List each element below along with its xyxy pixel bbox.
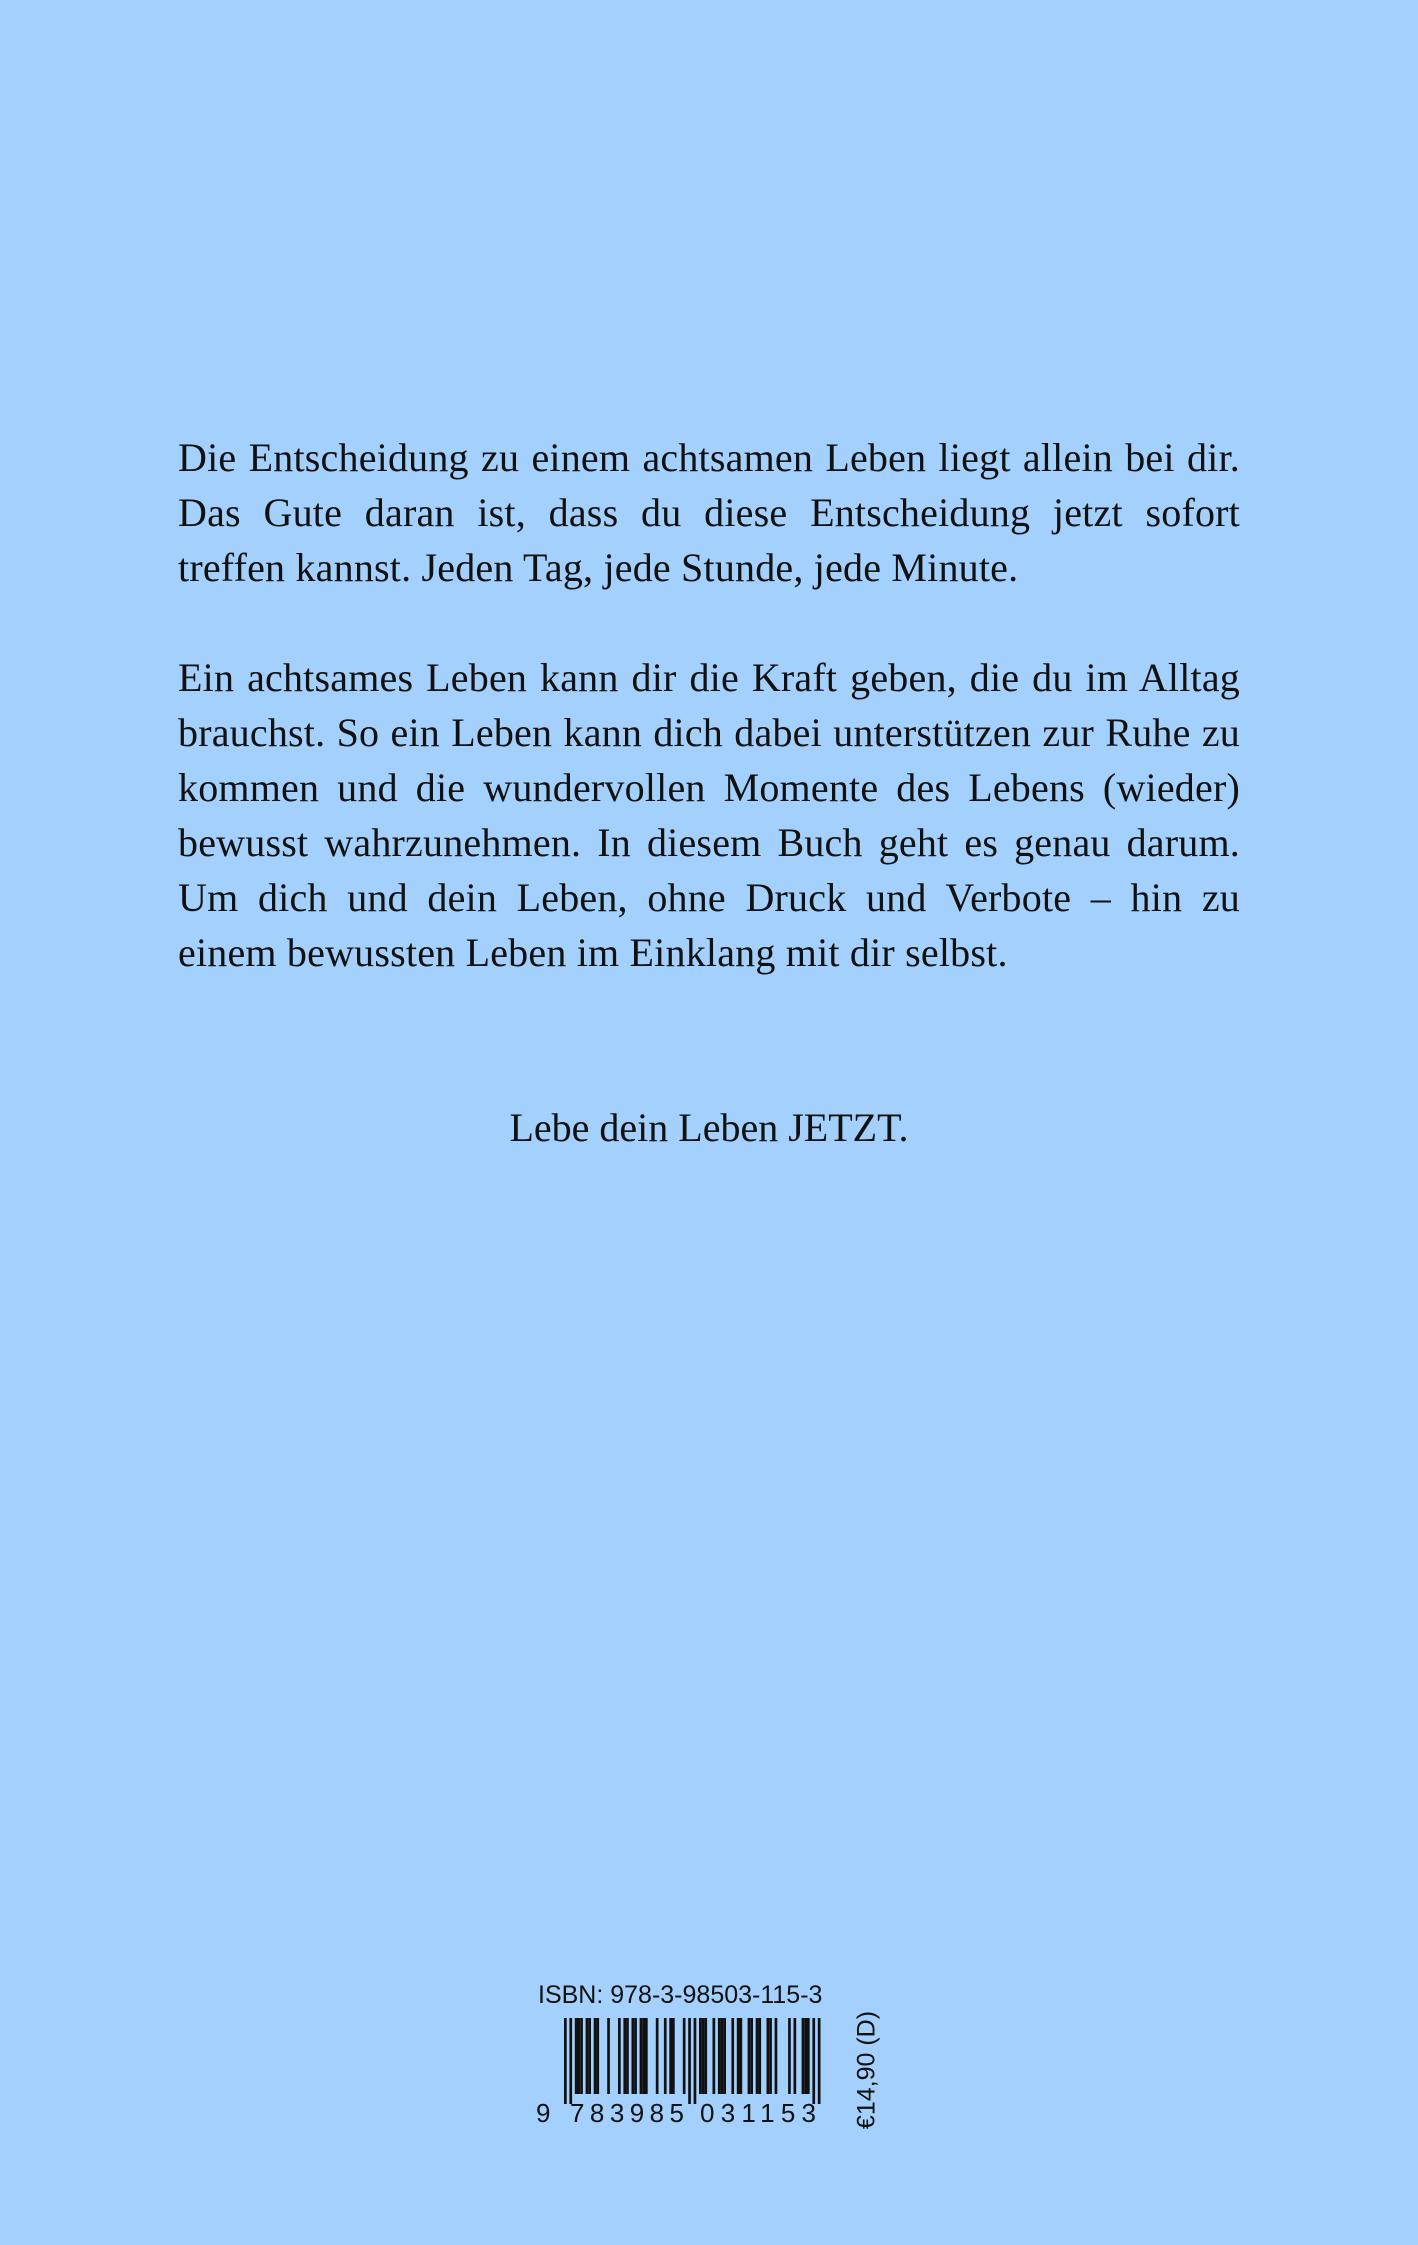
barcode-bar (775, 2018, 778, 2094)
barcode-bar (721, 2018, 724, 2094)
barcode-bar (596, 2018, 599, 2094)
barcode-bar (731, 2018, 734, 2094)
barcode-bar (699, 2018, 702, 2094)
barcode-bar (575, 2018, 578, 2094)
motto: Lebe dein Leben JETZT. (509, 1105, 909, 1150)
barcode-bar (794, 2018, 797, 2094)
barcode-bar (702, 2018, 705, 2094)
barcode-bar (750, 2018, 753, 2094)
barcode-bar (769, 2018, 772, 2094)
barcode-digit-first: 9 (536, 2098, 551, 2128)
barcode-bar (756, 2018, 759, 2094)
price-label (850, 2010, 884, 2130)
barcode-bar (564, 2018, 567, 2104)
barcode-bar (788, 2018, 791, 2094)
barcode-bar (748, 2018, 751, 2094)
barcode-digits-left: 783985 (570, 2098, 684, 2128)
barcode-bar (704, 2018, 707, 2094)
barcode-bar (807, 2018, 810, 2094)
barcode-bar (683, 2018, 686, 2094)
barcode-bar (618, 2018, 621, 2094)
barcode-bar (723, 2018, 726, 2094)
barcode-bar (645, 2018, 648, 2094)
blurb-paragraph-1: Die Entscheidung zu einem achtsamen Leben liegt allein bei dir. Das Gute daran ist, dass du diese Entscheidung jetzt sofort treffen kannst. Jeden Tag, jede Stunde, jede Minute. (178, 435, 1240, 590)
barcode-bar (642, 2018, 645, 2094)
barcode-bar (767, 2018, 770, 2094)
barcode-bar (740, 2018, 743, 2094)
price-text: €14,90 (D) (852, 2010, 881, 2130)
barcode-bar (632, 2018, 635, 2094)
barcode-bar (626, 2018, 629, 2094)
blurb-paragraph-2: Ein achtsames Leben kann dir die Kraft geben, die du im Alltag brauchst. So ein Leben kann dich dabei unterstützen zur Ruhe zu kommen und die wundervollen Momente des Lebens (wieder) bewusst wahrzunehmen. In diesem Buch geht es genau darum. Um dich und dein Leben, ohne Druck und Verbote – hin zu einem bewussten Leben im Einklang mit dir selbst. (178, 655, 1240, 975)
barcode-bar (580, 2018, 583, 2094)
barcode-bar (586, 2018, 589, 2094)
isbn-label: ISBN: 978-3-98503-115-3 (538, 1981, 823, 2009)
barcode-bar (594, 2018, 597, 2094)
barcode-bar (569, 2018, 572, 2104)
barcode-digits-right: 031153 (700, 2098, 816, 2128)
barcode-bar (588, 2018, 591, 2094)
barcode-bar (718, 2018, 721, 2094)
barcode-bar (672, 2018, 675, 2094)
barcode-bar (713, 2018, 716, 2094)
barcode-bar (812, 2018, 815, 2104)
barcode-bar (818, 2018, 821, 2104)
barcode-bar (640, 2018, 643, 2094)
barcode-bar (688, 2018, 691, 2104)
barcode-bar (737, 2018, 740, 2094)
barcode-bar (802, 2018, 805, 2094)
barcode-bar (804, 2018, 807, 2094)
barcode-bar (634, 2018, 637, 2094)
barcode-bar (607, 2018, 610, 2094)
barcode-bar (694, 2018, 697, 2104)
barcode (534, 2018, 854, 2128)
barcode-bar (669, 2018, 672, 2094)
barcode-bar (758, 2018, 761, 2094)
barcode-bar (656, 2018, 659, 2094)
blurb-text (178, 430, 1240, 980)
barcode-bar (664, 2018, 667, 2094)
barcode-bar (623, 2018, 626, 2094)
isbn-barcode-block (534, 1980, 894, 2130)
barcode-bar (578, 2018, 581, 2094)
